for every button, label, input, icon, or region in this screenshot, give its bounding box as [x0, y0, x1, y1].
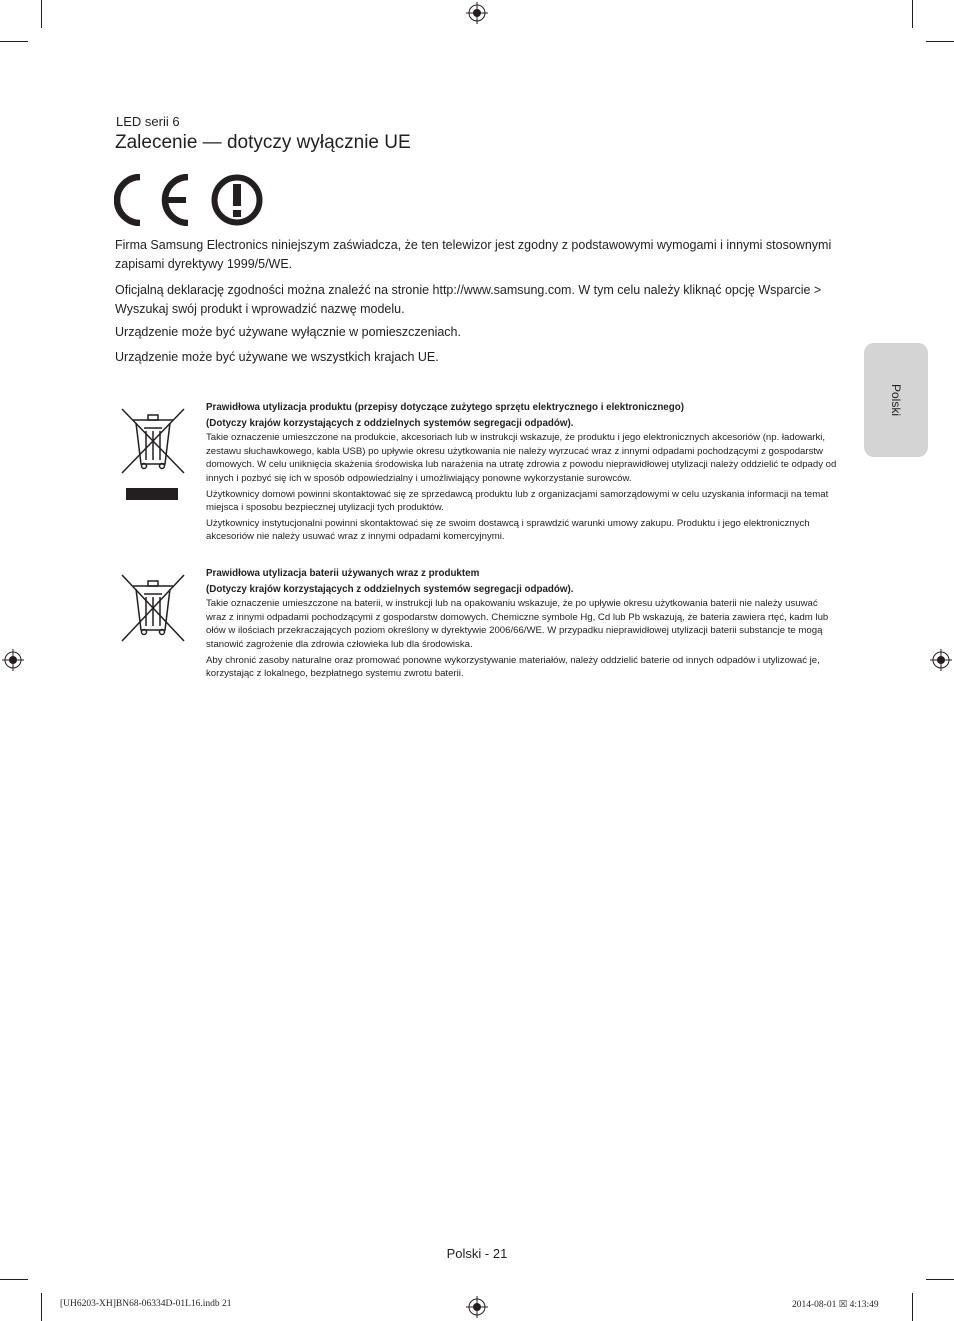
- language-side-tab: [864, 343, 928, 457]
- conformity-paragraph: Firma Samsung Electronics niniejszym zaświadcza, że ten telewizor jest zgodny z podstawowymi wymogami i innymi stosownymi zapisami dyrektywy 1999/5/WE.: [115, 238, 832, 271]
- battery-disposal-heading: Prawidłowa utylizacja baterii używanych wraz z produktem: [206, 568, 480, 579]
- eu-countries-paragraph: Urządzenie może być używane we wszystkich krajach UE.: [115, 350, 439, 364]
- ce-mark: [114, 174, 264, 226]
- battery-disposal-text: Takie oznaczenie umieszczone na baterii, w instrukcji lub na opakowaniu wskazuje, że po upływie okresu użytkowania baterii nie należy usuwać wraz z innymi odpadami pochodzącymi z gospodarstw domowych. Chemiczne symbole Hg, Cd lub Pb wskazują, że bateria zawiera rtęć, kadm lub ołów w ilościach przekraczających poziom określony w dyrektywie 2006/66/WE. W przypadku nieprawidłowej utylizacji baterii substancje te mogą stanowić zagrożenie dla zdrowia człowieka lub dla środowiska.: [206, 598, 829, 650]
- registration-mark-icon: [930, 649, 952, 671]
- crop-mark: [912, 0, 913, 28]
- registration-mark-icon: [2, 649, 24, 671]
- crop-mark: [926, 41, 954, 42]
- product-disposal-subheading: (Dotyczy krajów korzystających z oddzielnych systemów segregacji odpadów).: [206, 417, 574, 429]
- crop-mark: [926, 1279, 954, 1280]
- page-title: Zalecenie — dotyczy wyłącznie UE: [115, 132, 411, 153]
- language-side-tab-label: Polski: [889, 383, 903, 416]
- crop-mark: [0, 1279, 28, 1280]
- crop-mark: [41, 0, 42, 28]
- crossed-bin-icon: [120, 406, 186, 502]
- crop-mark: [0, 41, 28, 42]
- product-disposal-section: [206, 400, 838, 546]
- battery-disposal-subheading: (Dotyczy krajów korzystających z oddzielnych systemów segregacji odpadów).: [206, 583, 574, 595]
- crop-mark: [41, 1293, 42, 1321]
- product-disposal-heading: Prawidłowa utylizacja produktu (przepisy dotyczące zużytego sprzętu elektrycznego i elektronicznego): [206, 402, 684, 413]
- series-label: LED serii 6: [116, 114, 180, 129]
- product-disposal-text: Takie oznaczenie umieszczone na produkcie, akcesoriach lub w instrukcji wskazuje, że produktu i jego elektronicznych akcesoriów (np. ładowarki, zestawu słuchawkowego, kabla USB) po upływie okresu użytkowania nie należy wyrzucać wraz z innymi odpadami pochodzącymi z gospodarstw domowych. W celu uniknięcia skażenia środowiska lub narażenia na utratę zdrowia z powodu nieprawidłowej utylizacji należy oddzielić te odpady od innych i pozbyć się ich w sposób odpowiedzialny i umożliwiający ponowne wykorzystanie surowców.: [206, 432, 837, 484]
- product-disposal-text: Użytkownicy domowi powinni skontaktować się ze sprzedawcą produktu lub z organizacjami samorządowymi w celu uzyskania informacji na temat miejsca i sposobu bezpiecznej utylizacji tych produktów.: [206, 488, 829, 514]
- page-number: Polski - 21: [446, 1246, 508, 1261]
- product-disposal-text: Użytkownicy instytucjonalni powinni skontaktować się ze swoim dostawcą i sprawdzić warunki umowy zakupu. Produktu i jego elektronicznych akcesoriów nie należy usuwać wraz z innymi odpadami komercyjnymi.: [206, 517, 810, 543]
- file-slug: [UH6203-XH]BN68-06334D-01L16.indb 21: [60, 1299, 232, 1309]
- crossed-bin-battery-icon: [120, 572, 186, 644]
- ce-mark-c: [117, 177, 140, 223]
- crop-mark: [912, 1293, 913, 1321]
- battery-disposal-text: Aby chronić zasoby naturalne oraz promować ponowne wykorzystywanie materiałów, należy oddzielić baterie od innych odpadów i utylizować je, korzystając z lokalnego, bezpłatnego systemu zwrotu baterii.: [206, 654, 820, 680]
- indoor-use-paragraph: Urządzenie może być używane wyłącznie w pomieszczeniach.: [115, 325, 461, 339]
- declaration-paragraph: Oficjalną deklarację zgodności można znaleźć na stronie http://www.samsung.com. W tym celu należy kliknąć opcję Wsparcie > Wyszukaj swój produkt i wprowadzić nazwę modelu.: [115, 283, 822, 316]
- alert-icon: [215, 178, 260, 223]
- registration-mark-icon: [466, 1296, 488, 1318]
- print-timestamp: 2014-08-01 ☒ 4:13:49: [792, 1300, 879, 1310]
- battery-disposal-section: [206, 566, 838, 683]
- registration-mark-icon: [466, 2, 488, 24]
